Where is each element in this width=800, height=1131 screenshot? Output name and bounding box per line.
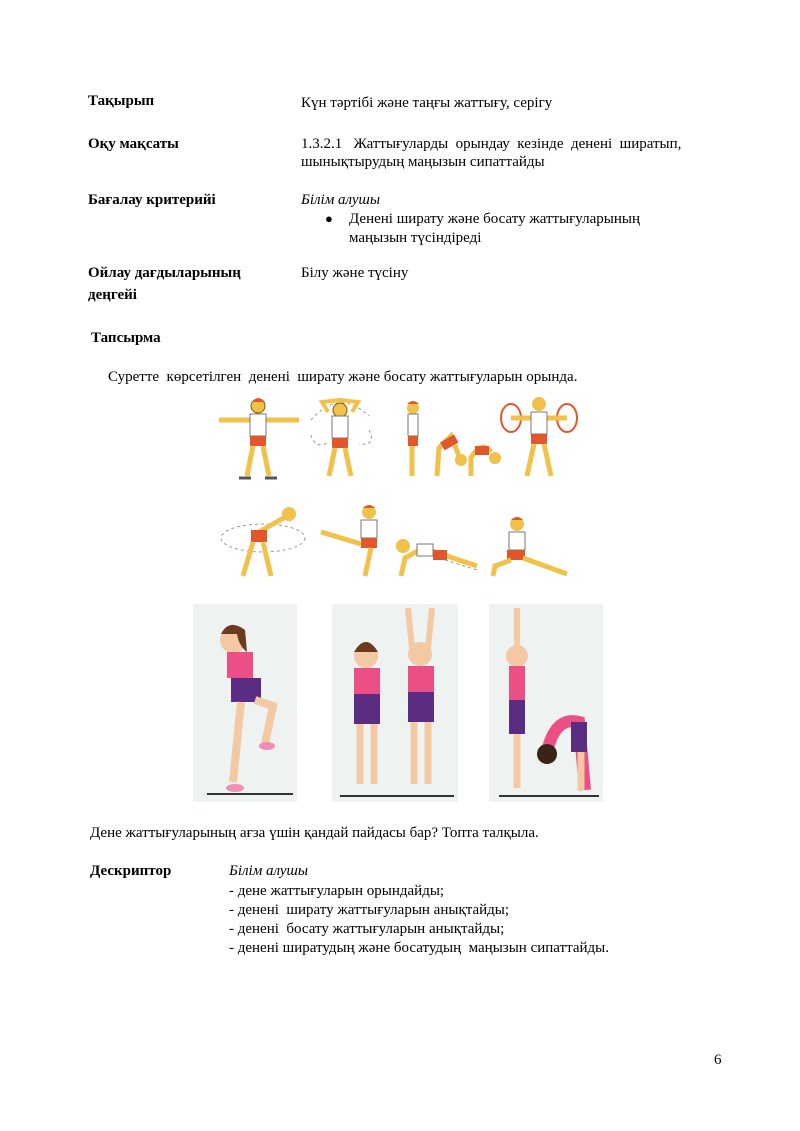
- photo-arms-up: [332, 604, 458, 802]
- task-instruction: Суретте көрсетілген денені ширату және босату жаттығуларын орында.: [108, 369, 578, 385]
- page-number: 6: [714, 1052, 722, 1068]
- criteria-label: Бағалау критерийі: [88, 192, 216, 208]
- descriptor-list: [229, 882, 729, 962]
- task-heading: Тапсырма: [91, 330, 161, 346]
- criteria-bullet: [325, 210, 725, 250]
- criteria-bullet-line-2: маңызын түсіндіреді: [349, 230, 482, 246]
- criteria-bullet-line-1: Денені ширату және босату жаттығуларының: [349, 211, 641, 227]
- thinking-value: Білу және түсіну: [301, 265, 409, 281]
- descriptor-intro: Білім алушы: [229, 863, 309, 879]
- topic-value: Күн тәртібі және таңғы жаттығу, серігу: [301, 95, 553, 111]
- bullet-icon: ●: [325, 211, 333, 226]
- criteria-intro: Білім алушы: [301, 192, 381, 208]
- list-item: - денені ширату жаттығуларын анықтайды;: [229, 902, 510, 918]
- exercise-illustrations: [219, 390, 579, 584]
- objective-label: Оқу мақсаты: [88, 136, 179, 152]
- thinking-label: [88, 262, 241, 306]
- thinking-label-line-1: Ойлау дағдыларының: [88, 265, 241, 281]
- thinking-label-line-2: деңгейі: [88, 287, 137, 303]
- list-item: - денені босату жаттығуларын анықтайды;: [229, 921, 505, 937]
- photo-stretch-bend: [489, 604, 603, 802]
- task-question: Дене жаттығуларының ағза үшін қандай пайдасы бар? Топта талқыла.: [90, 825, 539, 841]
- topic-label: Тақырып: [88, 93, 155, 109]
- list-item: - дене жаттығуларын орындайды;: [229, 883, 445, 899]
- objective-value: [301, 135, 711, 171]
- photo-knee-raise: [193, 604, 297, 802]
- objective-value-line-2: шынықтырудың маңызын сипаттайды: [301, 154, 545, 170]
- descriptor-label: Дескриптор: [90, 863, 172, 879]
- list-item: - денені ширатудың және босатудың маңызын сипаттайды.: [229, 940, 609, 956]
- objective-value-line-1: 1.3.2.1 Жаттығуларды орындау кезінде денені ширатып,: [301, 136, 682, 152]
